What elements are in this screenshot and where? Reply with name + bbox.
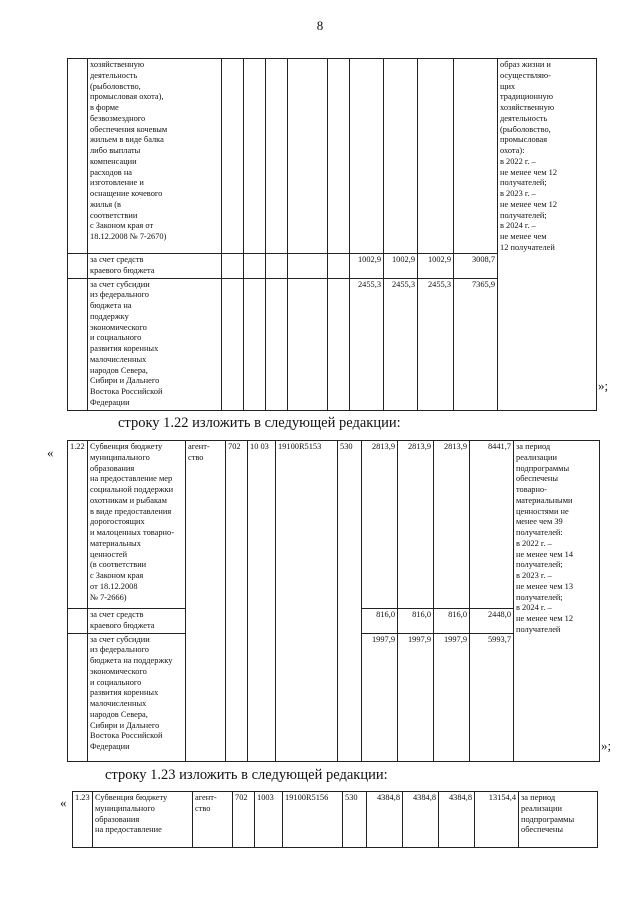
value-total: 13154,4 — [475, 792, 519, 848]
cell-empty — [328, 59, 350, 254]
cell-empty — [418, 59, 454, 254]
expense-type-code: 530 — [343, 792, 367, 848]
row-description: хозяйственную деятельность (рыболовство, промысловая охота), в форме безвозмездного обеспечения кочевым жильем в виде балка либо выплаты компенсации расходов на изготовление и оснащение кочевого жилья (в соответствии с Законом края от 18.12.2008 № 7-2670) — [88, 59, 222, 254]
executor: агент- ство — [193, 792, 233, 848]
table-row-1-22 — [67, 440, 600, 762]
value-2023: 2455,3 — [384, 278, 418, 410]
opening-quote: « — [47, 445, 54, 460]
cell-empty — [350, 59, 384, 254]
result-description: образ жизни и осуществляю- щих традиционную хозяйственную деятельность (рыболовство, промысловая охота): в 2022 г. – не менее чем 12 получателей; в 2023 г. – не менее чем 12 получателей; в 2024 г. – не менее чем 12 получателей — [498, 59, 597, 411]
opening-quote: « — [60, 795, 67, 810]
value-total: 5993,7 — [470, 633, 514, 762]
cell-empty — [384, 59, 418, 254]
cell-empty — [328, 278, 350, 410]
section-code: 10 03 — [248, 441, 276, 762]
value-total: 8441,7 — [470, 441, 514, 609]
cell-empty — [244, 278, 266, 410]
value-2023: 1002,9 — [384, 254, 418, 279]
value-total: 2448,0 — [470, 609, 514, 634]
closing-quote: »; — [598, 378, 609, 393]
value-2022: 2455,3 — [350, 278, 384, 410]
cell-empty — [288, 59, 328, 254]
value-2024: 816,0 — [434, 609, 470, 634]
value-2022: 816,0 — [362, 609, 398, 634]
expense-type-code: 530 — [338, 441, 362, 762]
value-2022: 1997,9 — [362, 633, 398, 762]
cell-empty — [244, 59, 266, 254]
closing-quote: »; — [601, 738, 612, 753]
cell-empty — [68, 254, 88, 279]
value-2024: 2813,9 — [434, 441, 470, 609]
value-2024: 2455,3 — [418, 278, 454, 410]
cell-empty — [222, 59, 244, 254]
value-2023: 1997,9 — [398, 633, 434, 762]
value-2023: 4384,8 — [403, 792, 439, 848]
cell-empty — [266, 254, 288, 279]
value-total: 7365,9 — [454, 278, 498, 410]
cell-empty — [266, 59, 288, 254]
executor: агент- ство — [186, 441, 226, 762]
result-description: за период реализации подпрограммы обеспечены товарно- материальными ценностями не менее чем 39 получателей: в 2022 г. – не менее чем 14 получателей; в 2023 г. – не менее чем 13 получателей; в 2024 г. – не менее чем 12 получателей — [514, 441, 600, 762]
target-article-code: 19100R5153 — [276, 441, 338, 762]
page-number: 8 — [316, 18, 324, 33]
heading-row-1-22: строку 1.22 изложить в следующей редакции: — [118, 415, 401, 431]
value-total: 3008,7 — [454, 254, 498, 279]
value-2024: 1997,9 — [434, 633, 470, 762]
funding-regional-label: за счет средств краевого бюджета — [88, 254, 222, 279]
cell-empty — [68, 633, 88, 762]
cell-empty — [222, 254, 244, 279]
cell-empty — [328, 254, 350, 279]
row-description: Субвенция бюджету муниципального образования на предоставление мер социальной поддержки охотникам и рыбакам в виде предоставления дорогостоящих и малоценных товарно- материальных ценностей (в соответствии с Законом края от 18.12.2008 № 7-2666) — [88, 441, 186, 609]
value-2023: 2813,9 — [398, 441, 434, 609]
cell-empty — [68, 59, 88, 254]
value-2023: 816,0 — [398, 609, 434, 634]
grbs-code: 702 — [233, 792, 255, 848]
row-number: 1.23 — [73, 792, 93, 848]
table-row-1-23 — [72, 791, 598, 848]
value-2022: 1002,9 — [350, 254, 384, 279]
cell-empty — [454, 59, 498, 254]
funding-federal-label: за счет субсидии из федерального бюджета на поддержку экономического и социального развития коренных малочисленных народов Севера, Сибири и Дальнего Востока Российской Федерации — [88, 278, 222, 410]
funding-federal-label: за счет субсидии из федерального бюджета на поддержку экономического и социального развития коренных малочисленных народов Севера, Сибири и Дальнего Востока Российской Федерации — [88, 633, 186, 762]
value-2022: 4384,8 — [367, 792, 403, 848]
row-description: Субвенция бюджету муниципального образования на предоставление — [93, 792, 193, 848]
cell-empty — [68, 278, 88, 410]
result-description: за период реализации подпрограммы обеспечены — [519, 792, 598, 848]
cell-empty — [266, 278, 288, 410]
value-2022: 2813,9 — [362, 441, 398, 609]
grbs-code: 702 — [226, 441, 248, 762]
target-article-code: 19100R5156 — [283, 792, 343, 848]
section-code: 1003 — [255, 792, 283, 848]
cell-empty — [222, 278, 244, 410]
cell-empty — [68, 609, 88, 634]
value-2024: 4384,8 — [439, 792, 475, 848]
funding-regional-label: за счет средств краевого бюджета — [88, 609, 186, 634]
cell-empty — [288, 254, 328, 279]
row-number: 1.22 — [68, 441, 88, 609]
cell-empty — [288, 278, 328, 410]
cell-empty — [244, 254, 266, 279]
heading-row-1-23: строку 1.23 изложить в следующей редакции: — [105, 767, 388, 783]
value-2024: 1002,9 — [418, 254, 454, 279]
table-row-continuation — [67, 58, 597, 411]
